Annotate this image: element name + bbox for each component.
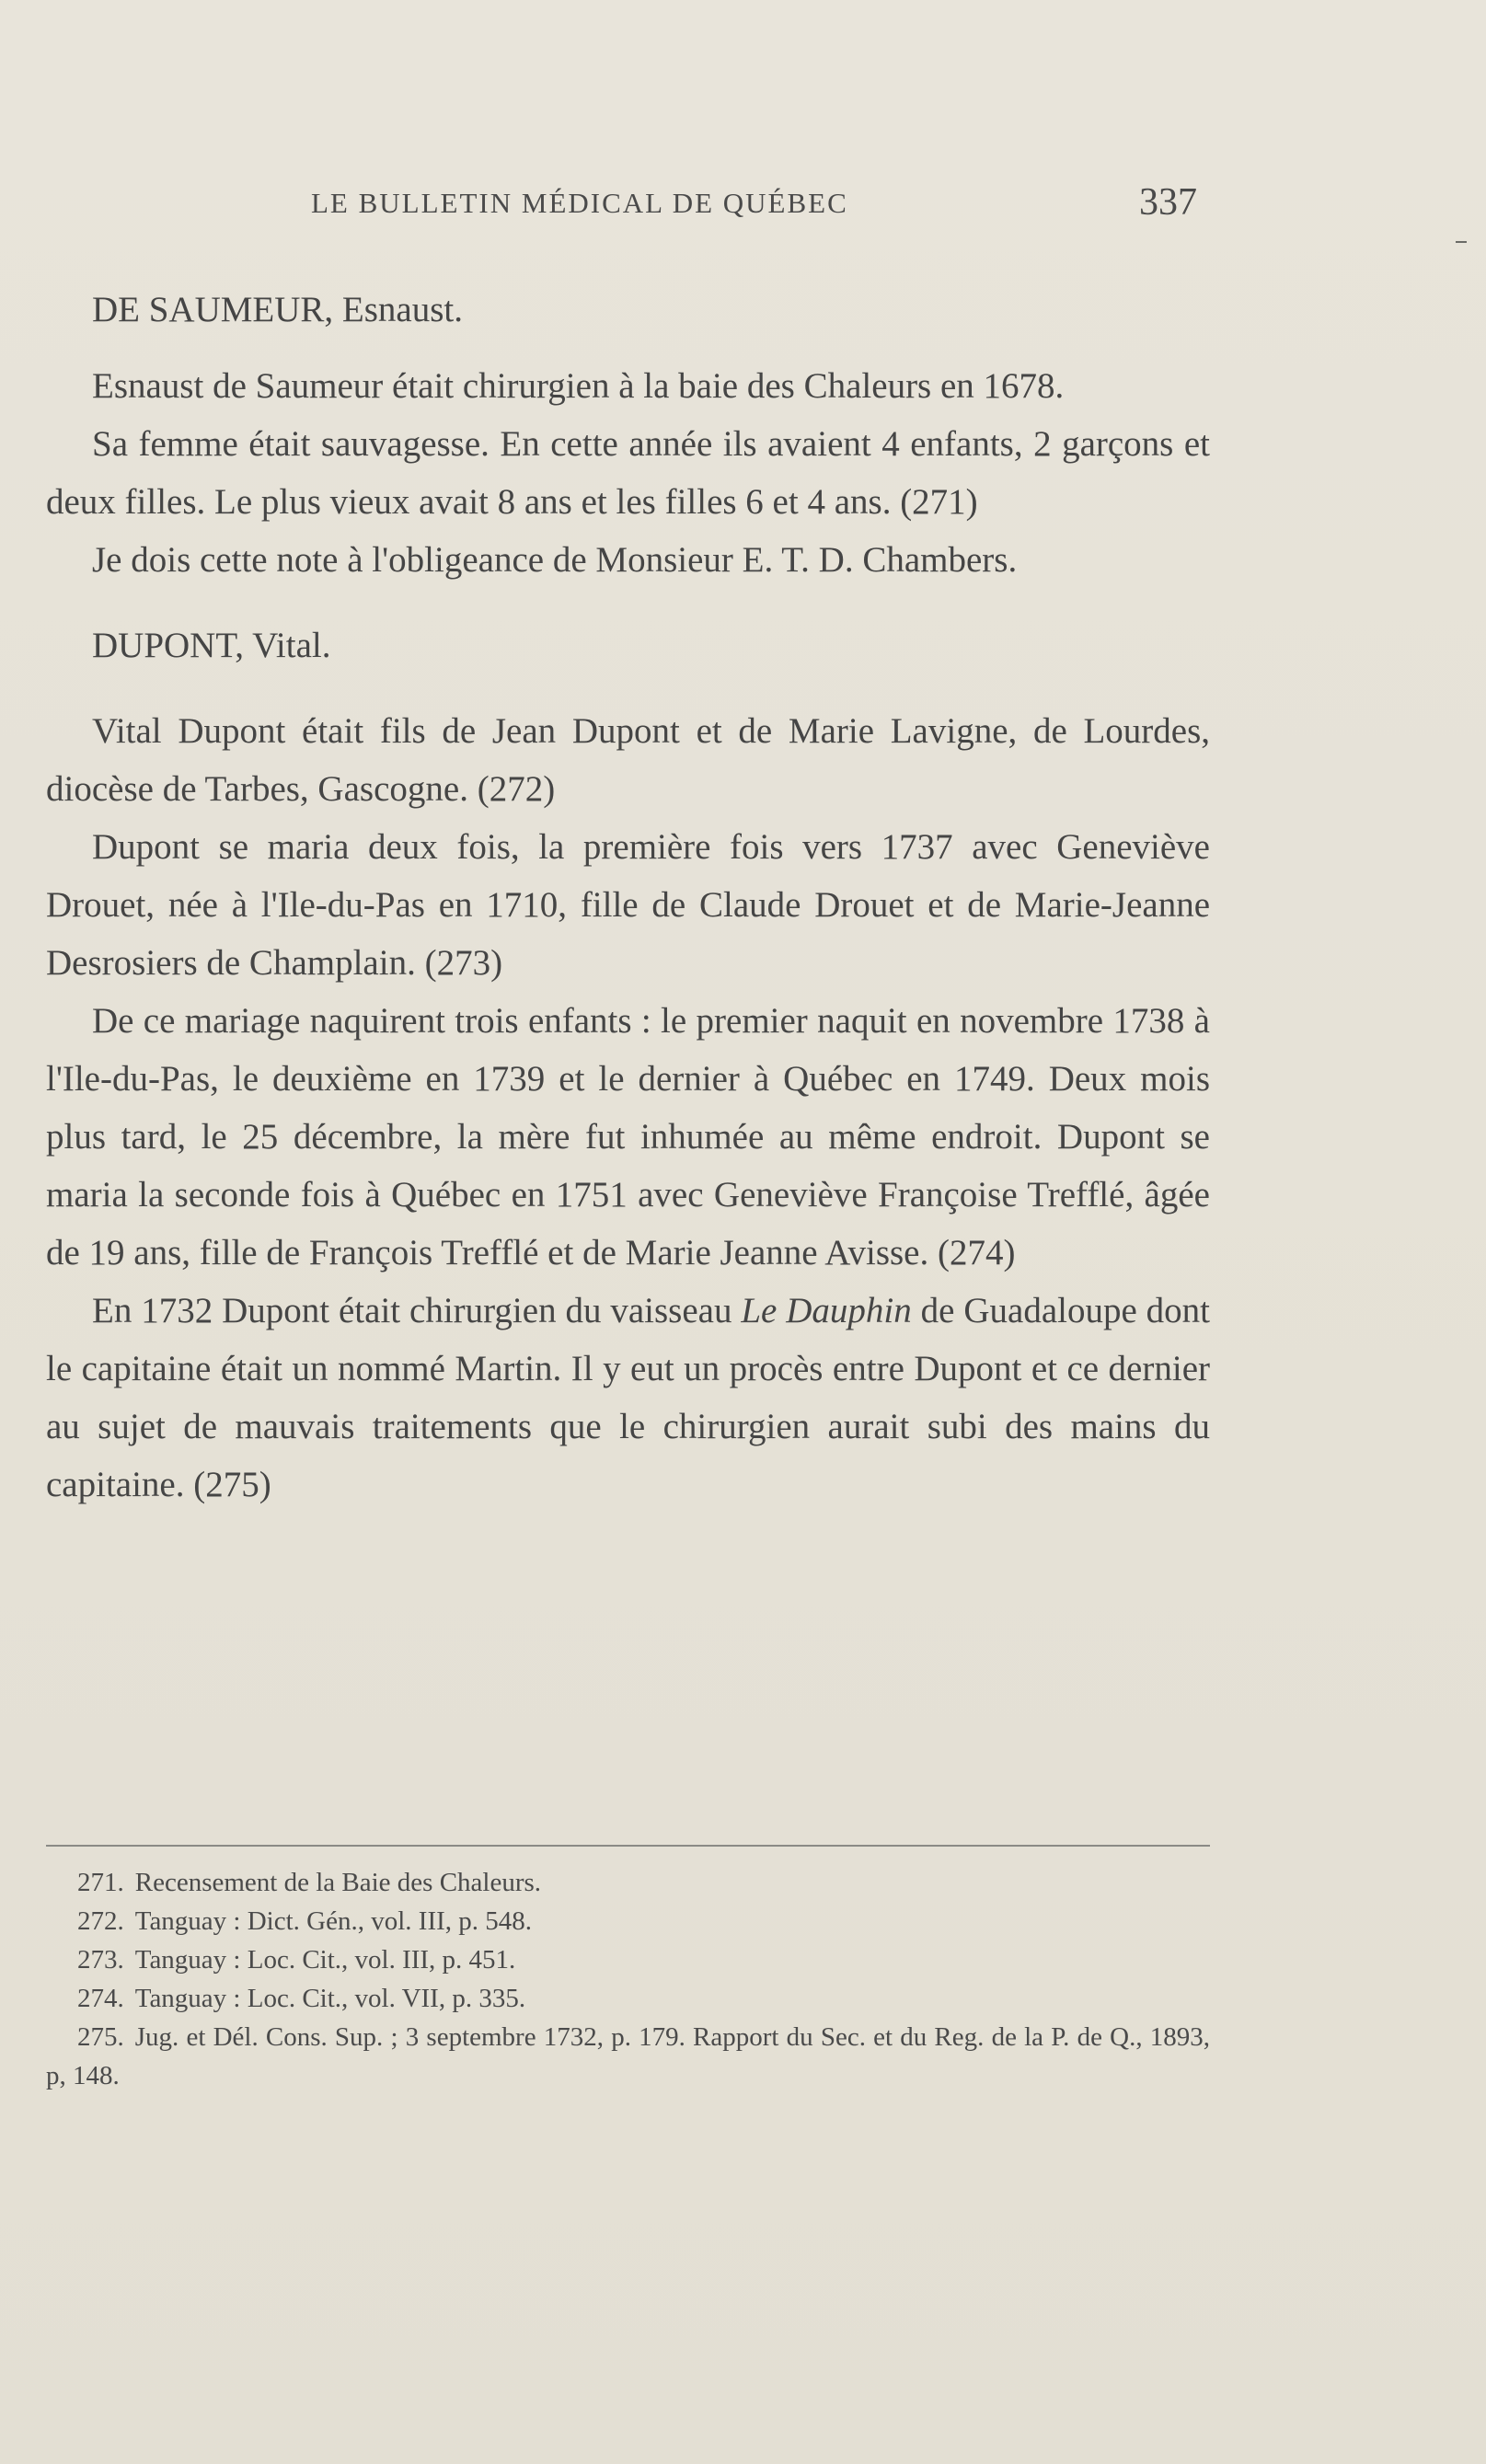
footnote-divider	[46, 1845, 1210, 1847]
entry-heading-dupont: DUPONT, Vital.	[92, 626, 331, 665]
footnote-number: 274.	[77, 1984, 124, 2013]
paragraph: Sa femme était sauvagesse. En cette année ils avaient 4 enfants, 2 garçons et deux filles. Le plus vieux avait 8 ans et les filles 6 et 4 ans. (271)	[46, 424, 1210, 522]
paragraph: De ce mariage naquirent trois enfants : le premier naquit en novembre 1738 à l'Ile-du-Pas, le deuxième en 1739 et le dernier à Québec en 1749. Deux mois plus tard, le 25 décembre, la mère fut inhumée au même endroit. Dupont se maria la seconde fois à Québec en 1751 avec Geneviève Françoise Trefflé, âgée de 19 ans, fille de François Trefflé et de Marie Jeanne Avisse. (274)	[46, 1001, 1210, 1272]
spacer	[46, 674, 1210, 702]
footnote	[46, 1902, 1210, 1940]
paragraph: Je dois cette note à l'obligeance de Monsieur E. T. D. Chambers.	[92, 540, 1018, 580]
paragraph: Vital Dupont était fils de Jean Dupont et de Marie Lavigne, de Lourdes, diocèse de Tarbes, Gascogne. (272)	[46, 711, 1210, 809]
footnote	[46, 1863, 1210, 1902]
paragraph-with-italic	[46, 1282, 1210, 1514]
body-text	[46, 281, 1210, 1514]
footnote-number: 273.	[77, 1945, 124, 1975]
page-number: 337	[1139, 181, 1197, 224]
footnote-text: Tanguay : Dict. Gén., vol. III, p. 548.	[134, 1906, 533, 1936]
text-run: En 1732 Dupont était chirurgien du vaisseau	[92, 1291, 742, 1330]
ship-name: Le Dauphin	[741, 1291, 912, 1330]
spacer	[46, 339, 1210, 357]
footnote-text: Jug. et Dél. Cons. Sup. ; 3 septembre 1732, p. 179. Rapport du Sec. et du Reg. de la P. de Q., 1893, p, 148.	[46, 2022, 1210, 2090]
spacer	[46, 589, 1210, 616]
entry-heading-de-saumeur: DE SAUMEUR, Esnaust.	[92, 290, 464, 329]
margin-mark	[1456, 241, 1467, 243]
footnote-text: Tanguay : Loc. Cit., vol. III, p. 451.	[134, 1945, 516, 1975]
footnote-text: Tanguay : Loc. Cit., vol. VII, p. 335.	[134, 1984, 526, 2013]
paragraph: Dupont se maria deux fois, la première fois vers 1737 avec Geneviève Drouet, née à l'Ile-du-Pas en 1710, fille de Claude Drouet et de Marie-Jeanne Desrosiers de Champlain. (273)	[46, 827, 1210, 983]
paragraph: Esnaust de Saumeur était chirurgien à la baie des Chaleurs en 1678.	[92, 366, 1065, 406]
text-run: de Guadaloupe dont le capitaine était un nommé Martin. Il y eut un procès entre Dupont et ce dernier au sujet de mauvais traitements que le chirurgien aurait subi des mains du capitaine. (275)	[46, 1291, 1210, 1504]
footnote-number: 271.	[77, 1868, 124, 1897]
footnote	[46, 2018, 1210, 2095]
footnote-number: 272.	[77, 1906, 124, 1936]
footnote	[46, 1940, 1210, 1979]
footnote	[46, 1979, 1210, 2018]
footnote-text: Recensement de la Baie des Chaleurs.	[134, 1868, 542, 1897]
footnotes	[46, 1863, 1210, 2095]
footnote-number: 275.	[77, 2022, 124, 2052]
running-title: LE BULLETIN MÉDICAL DE QUÉBEC	[311, 187, 848, 219]
